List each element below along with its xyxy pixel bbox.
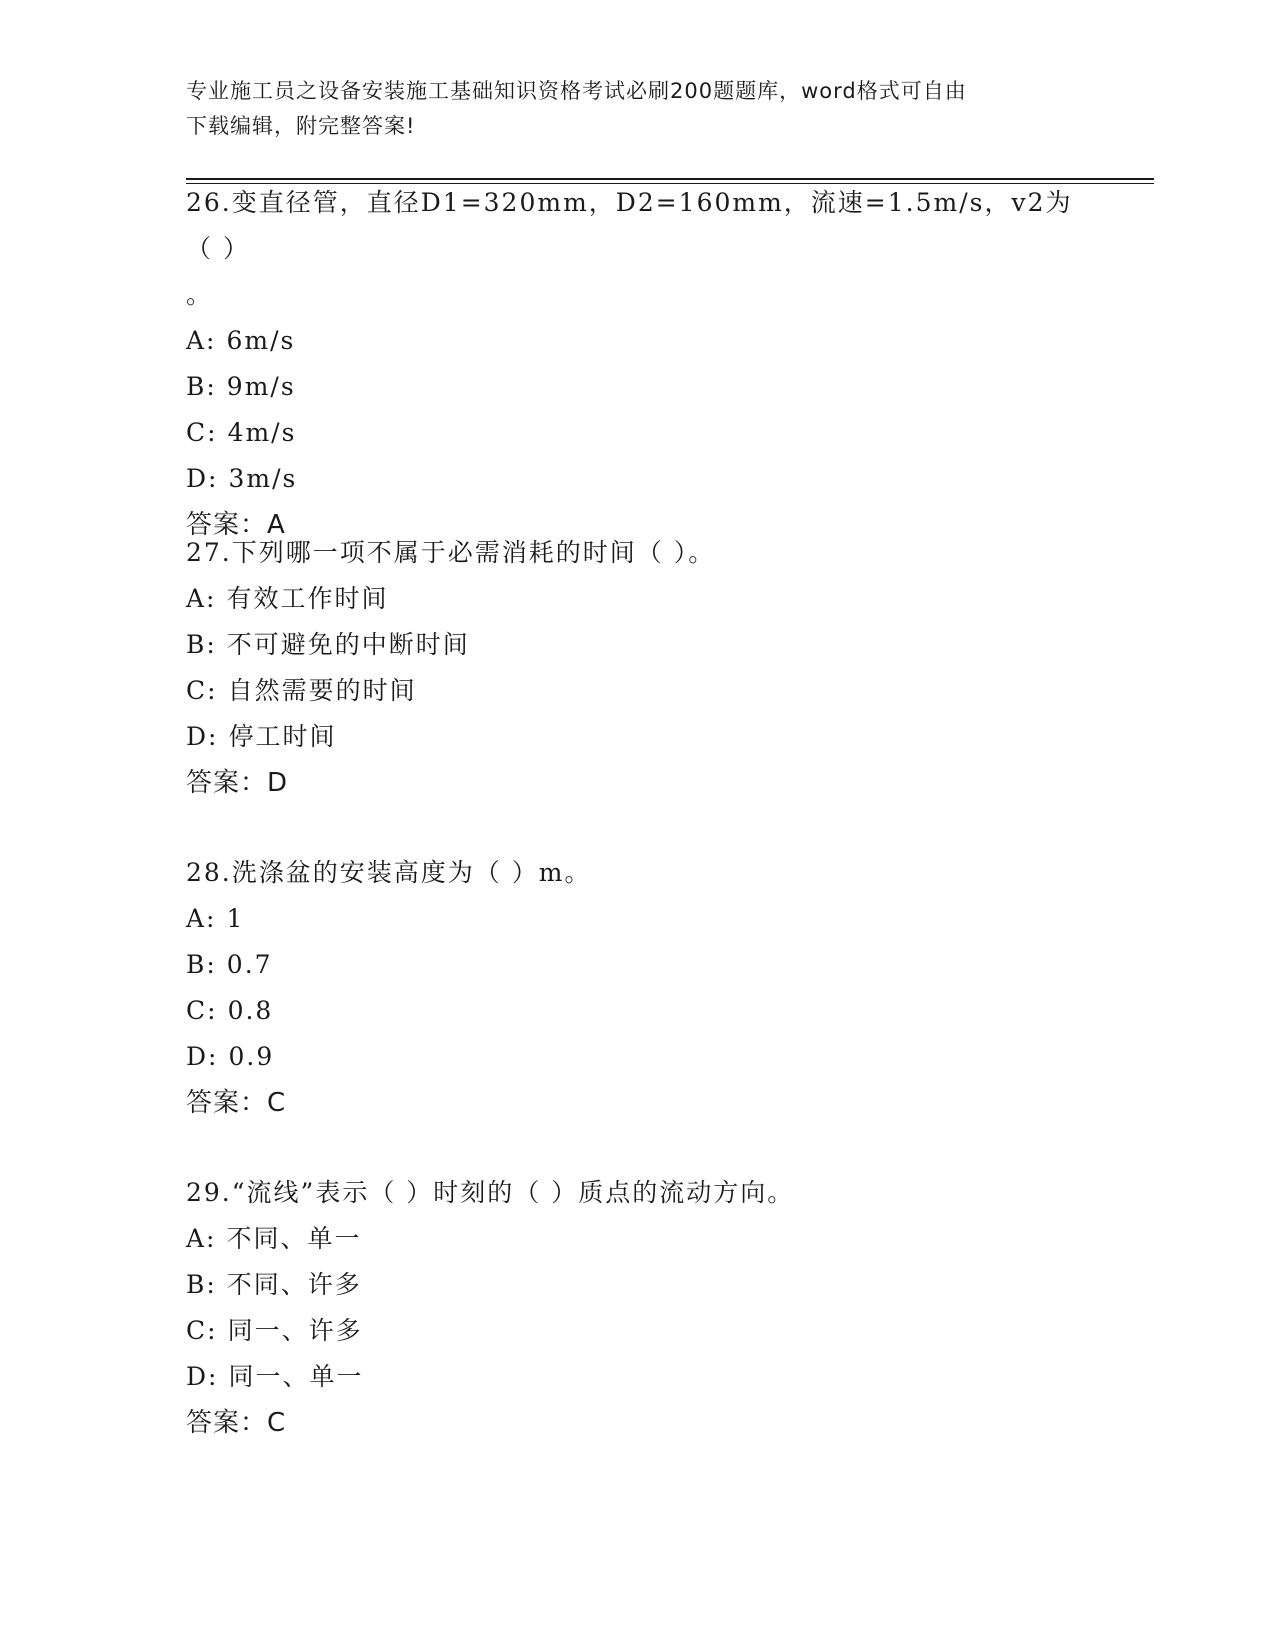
answer: 答案：D [186,768,289,798]
option-d [186,1354,1086,1400]
option-c [186,1308,1086,1354]
question-text: 27.下列哪一项不属于必需消耗的时间（ ）。 [186,538,716,567]
option-b [186,364,1086,410]
option-text: 0.8 [227,996,274,1025]
option-text: 自然需要的时间 [227,676,417,705]
option-text: 同一、单一 [228,1362,364,1391]
option-d [186,456,1086,502]
option-text: 6m/s [226,326,296,355]
option-text: 0.7 [226,950,273,979]
answer: 答案：C [186,1088,287,1118]
option-a [186,318,1086,364]
option-key: D: [186,1362,219,1391]
option-key: A: [186,1224,217,1253]
option-key: D: [186,722,219,751]
option-text: 不同、单一 [226,1224,362,1253]
answer: 答案：C [186,1408,287,1438]
option-text: 4m/s [227,418,297,447]
option-c [186,668,1086,714]
option-key: C: [186,1316,218,1345]
question-text: 28.洗涤盆的安装高度为（ ）m。 [186,858,592,887]
option-d [186,1034,1086,1080]
question-29 [186,1170,1086,1446]
question-26 [186,180,1086,548]
option-c [186,988,1086,1034]
question-27 [186,530,1086,806]
option-text: 停工时间 [228,722,337,751]
option-key: D: [186,464,219,493]
question-28 [186,850,1086,1126]
option-key: B: [186,630,217,659]
option-text: 0.9 [228,1042,275,1071]
option-a [186,576,1086,622]
question-text: 29.“流线”表示（ ）时刻的（ ）质点的流动方向。 [186,1178,795,1207]
option-key: D: [186,1042,219,1071]
option-key: C: [186,996,218,1025]
option-key: C: [186,676,218,705]
option-b [186,942,1086,988]
option-text: 不可避免的中断时间 [226,630,470,659]
option-b [186,622,1086,668]
option-key: A: [186,326,217,355]
header-title-line-2: 下载编辑，附完整答案! [186,114,416,138]
option-text: 3m/s [228,464,298,493]
option-key: A: [186,904,217,933]
answer: 答案：A [186,510,286,540]
option-key: B: [186,950,217,979]
option-c [186,410,1086,456]
option-text: 同一、许多 [227,1316,363,1345]
option-text: 1 [226,904,245,933]
option-key: A: [186,584,217,613]
option-b [186,1262,1086,1308]
option-key: B: [186,372,217,401]
option-a [186,1216,1086,1262]
header-title-line-1: 专业施工员之设备安装施工基础知识资格考试必刷200题题库，word格式可自由 [186,79,967,103]
option-text: 有效工作时间 [226,584,389,613]
option-a [186,896,1086,942]
option-key: C: [186,418,218,447]
document-header [186,74,1086,144]
question-text: 26.变直径管，直径D1=320mm，D2=160mm，流速=1.5m/s，v2为（ ） 。 [186,188,1073,309]
option-key: B: [186,1270,217,1299]
option-d [186,714,1086,760]
option-text: 9m/s [226,372,296,401]
option-text: 不同、许多 [226,1270,362,1299]
